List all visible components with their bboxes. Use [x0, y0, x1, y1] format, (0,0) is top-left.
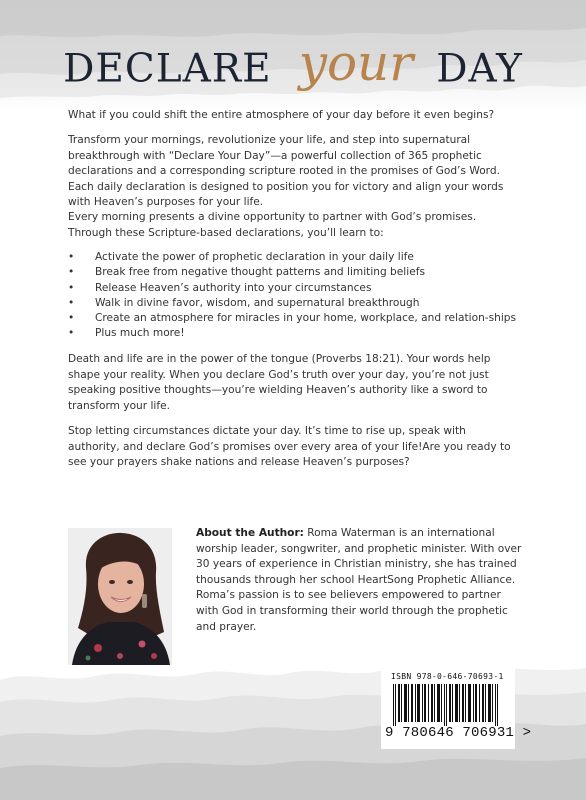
author-bio: [196, 526, 526, 635]
bullet-icon: •: [68, 327, 75, 340]
title-word-your: your: [298, 34, 414, 92]
list-item: • Activate the power of prophetic declaration in your daily life: [68, 250, 520, 265]
description-paragraph: Transform your mornings, revolutionize your life, and step into supernatural breakthrough with “Declare Your Day”—a powerful collection of 365 prophetic declarations and a corresponding scripture rooted in the promises of God’s Word. Each daily declaration is designed to position you for victory and align your words with Heaven’s purposes for your life.: [68, 134, 504, 209]
bullet-icon: •: [68, 296, 75, 309]
title-word-declare: DECLARE: [63, 46, 272, 92]
list-item: • Walk in divine favor, wisdom, and supernatural breakthrough: [68, 296, 520, 311]
bullet-icon: •: [68, 312, 75, 325]
title-word-day: DAY: [436, 46, 523, 92]
author-bio-text: Roma Waterman is an international worship leader, songwriter, and prophetic minister. With over 30 years of experience in Christian ministry, she has trained thousands through her school HeartSong Prophetic Alliance. Roma’s passion is to see believers empowered to partner with God in transforming their world through the prophetic and prayer.: [196, 527, 522, 633]
learn-intro-paragraph: Every morning presents a divine opportunity to partner with God’s promises. Through these Scripture-based declarations, you’ll learn to:: [68, 211, 477, 239]
list-item: • Create an atmosphere for miracles in your home, workplace, and relation-ships: [68, 311, 520, 326]
bullet-icon: •: [68, 251, 75, 264]
author-heading: About the Author:: [196, 527, 304, 539]
barcode-bars: [393, 684, 505, 726]
benefit-list: [68, 250, 520, 341]
intro-question: What if you could shift the entire atmosphere of your day before it even begins?: [68, 109, 495, 121]
bullet-icon: •: [68, 281, 75, 294]
isbn-barcode: [381, 665, 532, 749]
list-item: • Plus much more!: [68, 326, 520, 341]
scripture-paragraph: Death and life are in the power of the tongue (Proverbs 18:21). Your words help shape your reality. When you declare God’s truth over your day, you’re not just speaking positive thoughts—you’re wielding Heaven’s authority like a sword to transform your life.: [68, 353, 491, 412]
list-item: • Break free from negative thought patterns and limiting beliefs: [68, 265, 520, 280]
call-to-action-paragraph: Stop letting circumstances dictate your day. It’s time to rise up, speak with authority, and declare God’s promises over every area of your life!Are you ready to see your prayers shake nations and release Heaven’s purposes?: [68, 425, 511, 468]
list-item: • Release Heaven’s authority into your circumstances: [68, 281, 520, 296]
isbn-label: ISBN 978-0-646-70693-1: [391, 672, 504, 681]
bullet-icon: •: [68, 266, 75, 279]
isbn-digits: 9 780646 706931 >: [385, 725, 532, 741]
blurb: [68, 108, 520, 480]
book-title: [0, 34, 586, 98]
